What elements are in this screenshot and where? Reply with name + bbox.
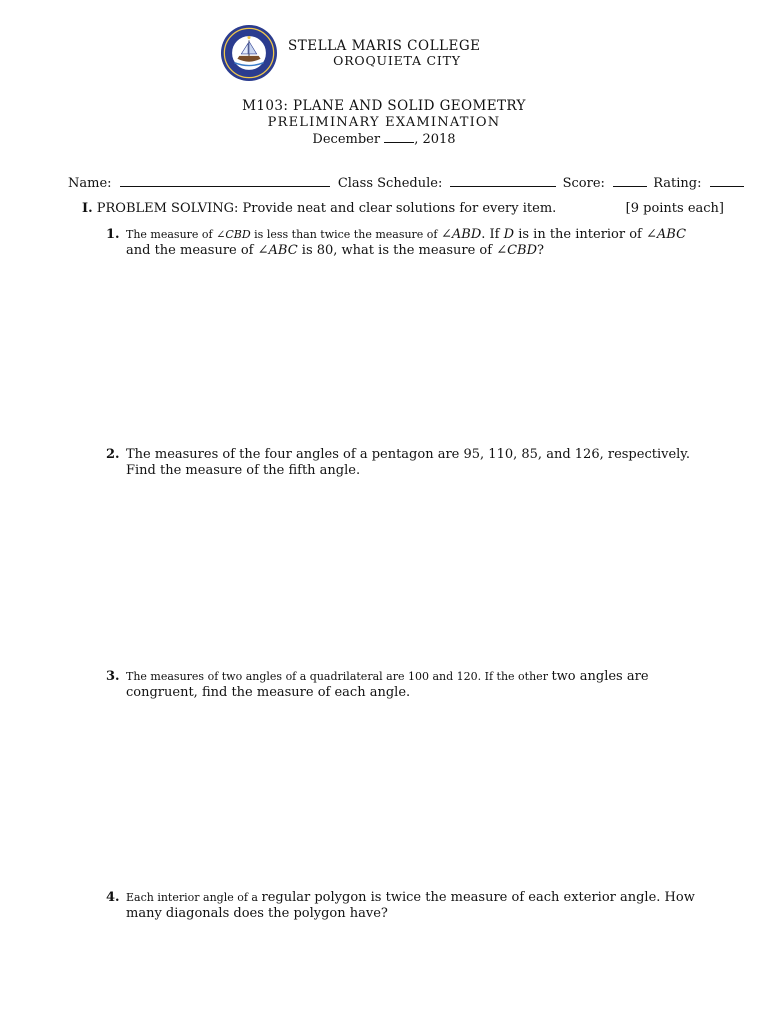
schedule-blank[interactable] <box>450 174 556 187</box>
math-expression: ∠ABC <box>646 227 687 242</box>
math-expression: ∠ABD <box>441 227 482 242</box>
item-text: The measures of two angles of a quadrilateral are 100 and 120. If the other <box>126 670 552 683</box>
item-number: 3. <box>106 669 120 684</box>
rating-label: Rating: <box>653 176 702 191</box>
item-text: ? <box>537 243 544 258</box>
math-expression: ∠ABC <box>257 243 298 258</box>
math-expression: D <box>503 227 515 242</box>
item-text: regular polygon is twice the measure of each exterior angle. How many diagonals does the polygon have? <box>126 890 695 921</box>
date-suffix: , 2018 <box>414 132 456 147</box>
item-text: and the measure of <box>126 243 258 258</box>
college-seal-icon <box>220 24 278 82</box>
name-label: Name: <box>68 176 112 191</box>
section-numeral: I. <box>82 201 93 216</box>
score-blank[interactable] <box>613 174 647 187</box>
school-name: STELLA MARIS COLLEGE <box>288 38 481 54</box>
course-title: M103: PLANE AND SOLID GEOMETRY <box>242 98 526 114</box>
item-text: is less than twice the measure of <box>250 228 442 241</box>
item-text: The measure of <box>126 228 217 241</box>
item-text: Each interior angle of a <box>126 891 262 904</box>
item-text: is 80, what is the measure of <box>297 243 497 258</box>
date-prefix: December <box>312 132 381 147</box>
item-text: two angles are congruent, find the measure of each angle. <box>126 669 649 700</box>
math-expression: ∠CBD <box>216 228 251 241</box>
school-city: OROQUIETA CITY <box>333 53 461 68</box>
item-number: 4. <box>106 890 120 905</box>
problem-item-3 <box>106 669 724 701</box>
name-blank[interactable] <box>120 174 330 187</box>
math-expression: ∠CBD <box>496 243 538 258</box>
schedule-label: Class Schedule: <box>337 176 443 191</box>
item-text: is in the interior of <box>514 227 647 242</box>
problem-item-2 <box>106 447 724 479</box>
score-label: Score: <box>562 176 605 191</box>
item-number: 1. <box>106 227 120 242</box>
problem-item-4 <box>106 890 724 922</box>
student-info-row <box>68 174 724 191</box>
section-points: [9 points each] <box>625 201 724 216</box>
section-heading <box>82 201 724 216</box>
exam-date <box>0 130 768 147</box>
date-blank[interactable] <box>384 130 414 143</box>
problem-item-1 <box>106 227 724 259</box>
item-text: The measures of the four angles of a pentagon are 95, 110, 85, and 126, respectively. Find the measure of the fifth angle. <box>126 447 691 478</box>
section-instruction: PROBLEM SOLVING: Provide neat and clear solutions for every item. <box>96 201 557 216</box>
exam-title: PRELIMINARY EXAMINATION <box>267 115 501 130</box>
item-text: . If <box>481 227 504 242</box>
item-number: 2. <box>106 447 120 462</box>
rating-blank[interactable] <box>710 174 744 187</box>
